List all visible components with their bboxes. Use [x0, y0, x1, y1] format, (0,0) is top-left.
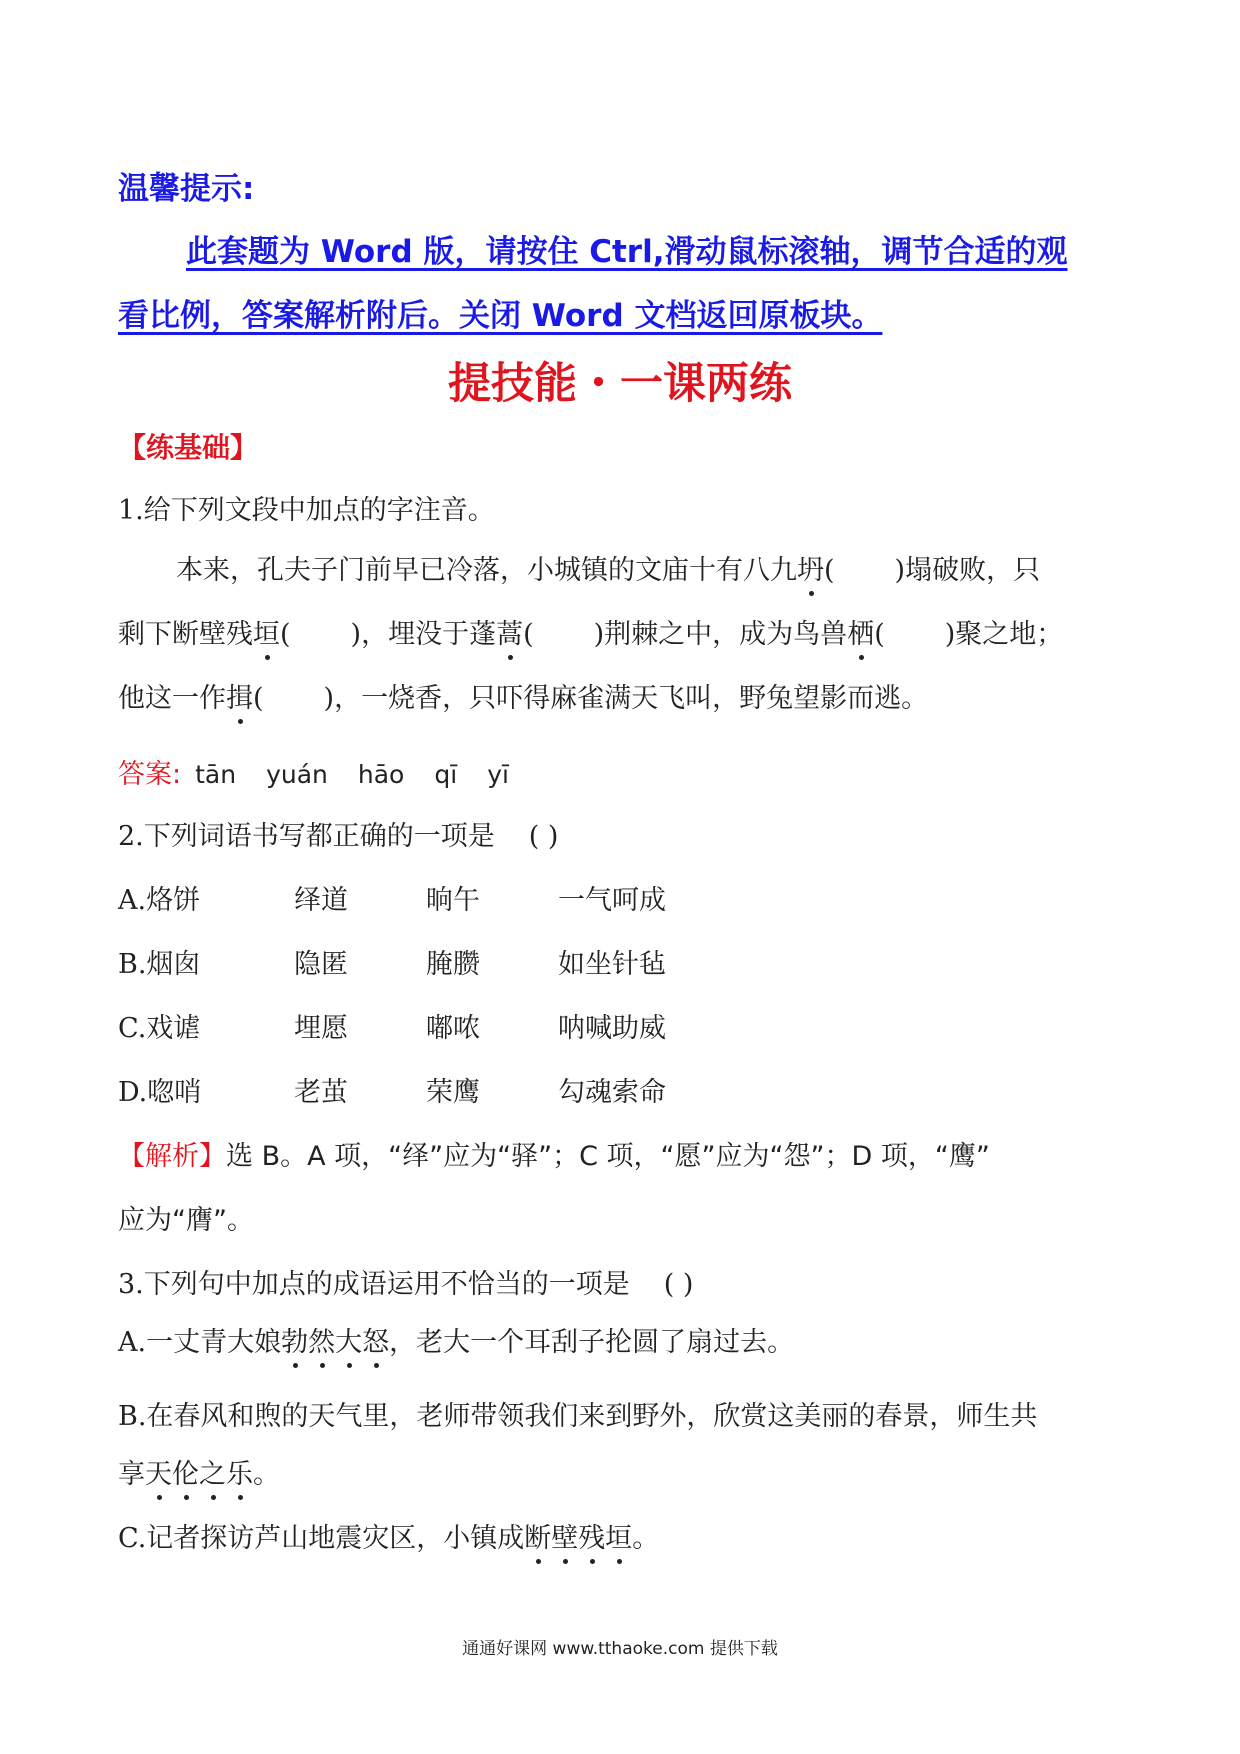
- q2-option-b: B.烟囱 隐匿 腌臜 如坐针毡: [118, 949, 666, 980]
- pinyin-answer: yuán: [266, 760, 328, 789]
- pinyin-answer: yī: [487, 760, 509, 789]
- tip-line-2: 看比例，答案解析附后。关闭 Word 文档返回原板块。: [118, 298, 883, 334]
- pinyin-answer: qī: [434, 760, 458, 789]
- tip-line-1: 此套题为 Word 版，请按住 Ctrl,滑动鼠标滚轴，调节合适的观: [186, 234, 1068, 270]
- q3-stem: 3.下列句中加点的成语运用不恰当的一项是 ( ): [118, 1269, 694, 1300]
- q3-option-b-line-2: 享天伦之乐。: [118, 1452, 280, 1491]
- pinyin-answer: tān: [195, 760, 237, 789]
- q2-option-a: A.烙饼 绎道 晌午 一气呵成: [118, 885, 666, 916]
- q2-option-c: C.戏谑 埋愿 嘟哝 呐喊助威: [118, 1013, 666, 1044]
- q3-option-a: A.一丈青大娘勃然大怒，老大一个耳刮子抡圆了扇过去。: [118, 1320, 794, 1359]
- tip-title: 温馨提示:: [118, 171, 255, 207]
- answer-paren: ( ): [663, 1269, 694, 1300]
- q1-answer: [118, 752, 539, 791]
- q1-stem: 1.给下列文段中加点的字注音。: [118, 495, 495, 526]
- page-title: 提技能・一课两练: [448, 359, 792, 409]
- section-heading: 【练基础】: [118, 431, 259, 464]
- page-footer: 通通好课网 www.tthaoke.com 提供下载: [462, 1639, 778, 1659]
- q1-para-line-1: 本来，孔夫子门前早已冷落，小城镇的文庙十有八九坍( )塌破败，只: [176, 548, 1040, 587]
- q1-para-line-3: 他这一作揖( )，一烧香，只吓得麻雀满天飞叫，野兔望影而逃。: [118, 676, 928, 715]
- analysis-label: 【解析】: [118, 1141, 226, 1172]
- q2-option-d: D.唿哨 老茧 荣鹰 勾魂索命: [118, 1077, 666, 1108]
- pinyin-answer: hāo: [357, 760, 405, 789]
- q2-analysis-line-1: 【解析】选 B。A 项，“绎”应为“驿”；C 项，“愿”应为“怨”；D 项，“鹰”: [118, 1141, 990, 1172]
- q3-option-b-line-1: B.在春风和煦的天气里，老师带领我们来到野外，欣赏这美丽的春景，师生共: [118, 1401, 1038, 1432]
- dotted-char: 蒿: [496, 612, 523, 651]
- q2-stem: 2.下列词语书写都正确的一项是 ( ): [118, 821, 559, 852]
- dotted-char: 坍: [797, 548, 824, 587]
- dotted-char: 揖: [226, 676, 253, 715]
- dotted-char: 垣: [253, 612, 280, 651]
- answer-paren: ( ): [528, 821, 559, 852]
- q2-analysis-line-2: 应为“膺”。: [118, 1205, 254, 1236]
- q3-option-c: C.记者探访芦山地震灾区，小镇成断壁残垣。: [118, 1516, 659, 1555]
- q1-para-line-2: 剩下断壁残垣( )，埋没于蓬蒿( )荆棘之中，成为鸟兽栖( )聚之地；: [118, 612, 1063, 651]
- answer-label: 答案:: [118, 759, 182, 790]
- dotted-char: 栖: [847, 612, 874, 651]
